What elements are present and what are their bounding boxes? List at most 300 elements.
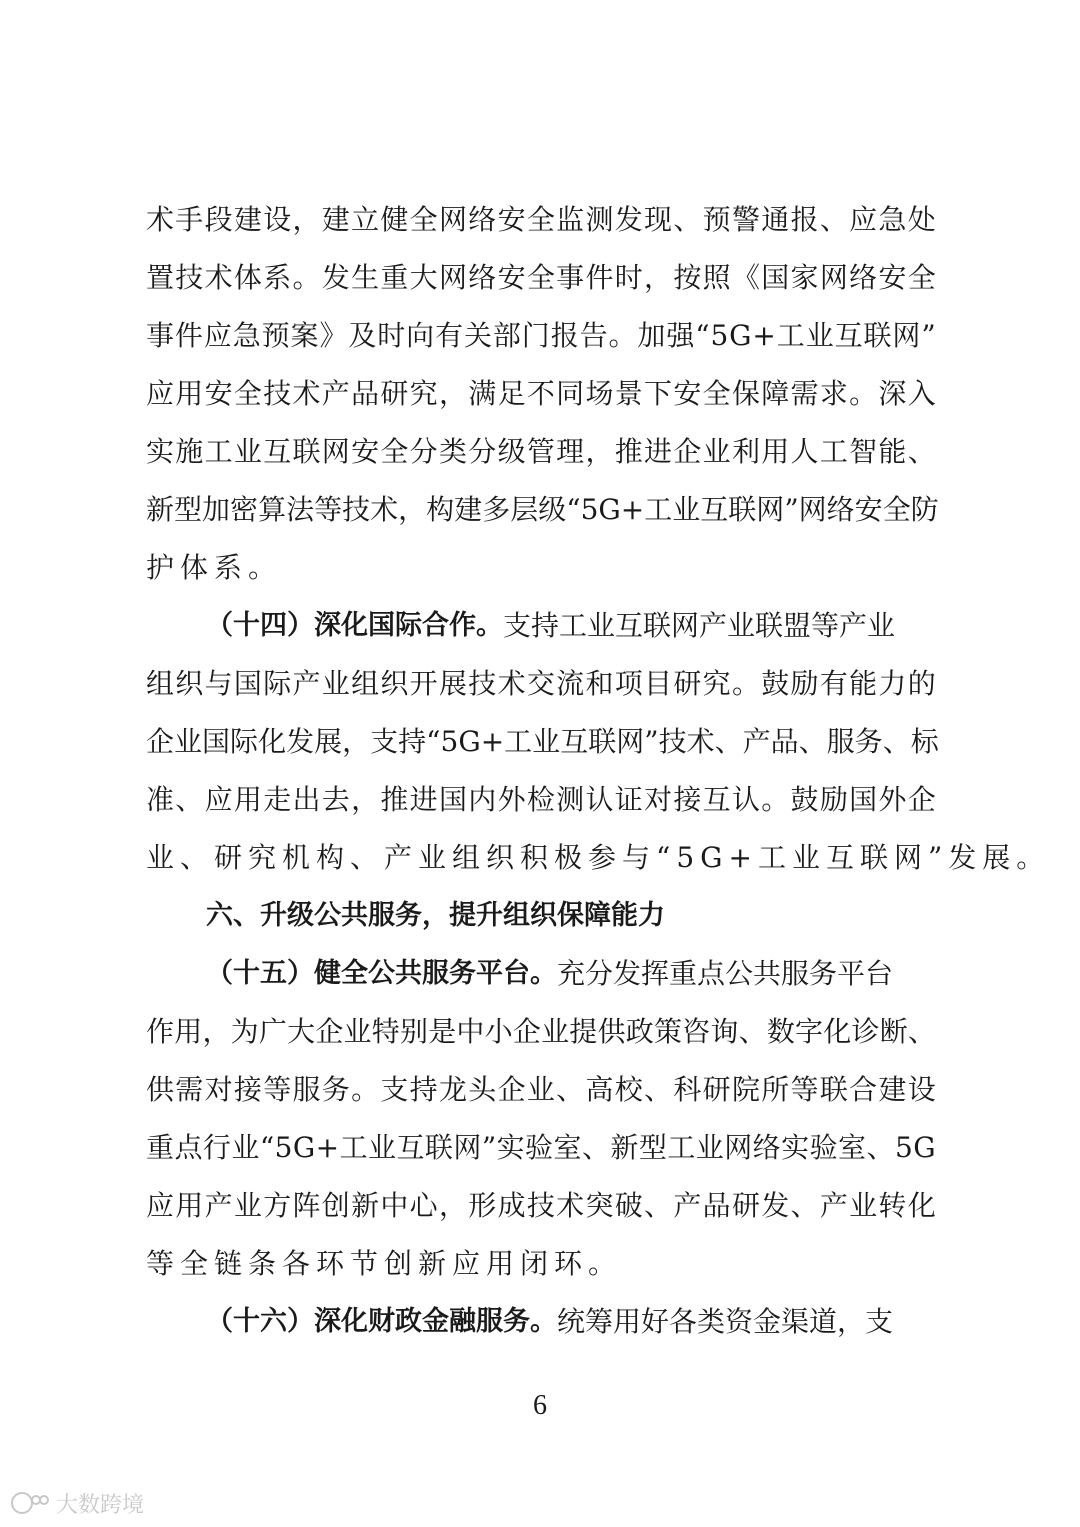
text-char: 时 [614, 261, 643, 294]
text-char: 重 [380, 261, 409, 294]
text-char: 设 [907, 1073, 936, 1106]
text-char: 人 [790, 435, 819, 468]
text-char: 产 [742, 725, 771, 758]
text-char: 设 [263, 203, 292, 236]
text-char: 网 [438, 203, 467, 236]
text-char: 广 [258, 1015, 287, 1048]
text-char: 科 [673, 1073, 702, 1106]
text-char: 建 [454, 493, 483, 526]
text-char: 化 [907, 1189, 936, 1222]
text-char: 全 [907, 261, 936, 294]
section-15-first-line [146, 945, 936, 1003]
text-char: 询 [710, 1015, 739, 1048]
text-char: 实 [146, 435, 175, 468]
text-char: 技 [526, 1189, 555, 1222]
text-char: 织 [380, 667, 409, 700]
text-line: 等全链条各环节创新应用闭环。 [146, 1247, 623, 1280]
text-char: 支 [380, 1073, 409, 1106]
text-char: 点 [174, 1131, 203, 1164]
text-char: 测 [556, 783, 585, 816]
text-char: 置 [146, 261, 175, 294]
text-char: 接 [673, 783, 702, 816]
text-char: 业 [233, 1189, 262, 1222]
text-char: 头 [468, 1073, 497, 1106]
text-char: 。 [292, 261, 321, 294]
text-char: 络 [468, 261, 497, 294]
text-char: 场 [585, 377, 614, 410]
text-char: 联 [863, 319, 892, 352]
text-char: 互 [396, 1131, 425, 1164]
text-char: 所 [761, 1073, 790, 1106]
text-char: 分 [409, 435, 438, 468]
text-char: 关 [463, 319, 492, 352]
text-char: 。 [351, 1073, 380, 1106]
text-char: 务 [854, 725, 883, 758]
text-char: 有 [819, 667, 848, 700]
text-char: 部 [492, 319, 521, 352]
text-char: ” [784, 493, 799, 526]
text-char: 政 [625, 1015, 654, 1048]
text-char: 持 [398, 725, 427, 758]
text-char: 及 [348, 319, 377, 352]
text-char: 服 [292, 1073, 321, 1106]
text-char: ， [644, 261, 673, 294]
text-char: 发 [321, 261, 350, 294]
text-line [146, 1003, 936, 1061]
text-char: 、 [644, 1189, 673, 1222]
text-line [146, 1061, 936, 1119]
text-char: 全 [409, 203, 438, 236]
text-char: 国 [233, 667, 262, 700]
watermark-text: 大数跨境 [56, 1492, 145, 1518]
text-char: 研 [702, 1073, 731, 1106]
text-char: 处 [907, 203, 936, 236]
text-char: ” [644, 725, 659, 758]
text-char: 品 [770, 725, 799, 758]
text-char: 数 [766, 1015, 795, 1048]
text-char: 互 [263, 435, 292, 468]
text-char: 大 [409, 261, 438, 294]
text-char: 型 [174, 493, 203, 526]
text-char: 预 [702, 203, 731, 236]
text-char: 网 [616, 725, 645, 758]
text-char: ， [292, 203, 321, 236]
text-char: 织 [175, 667, 204, 700]
text-char: 技 [342, 493, 371, 526]
text-char: ， [398, 493, 427, 526]
text-char: 下 [644, 377, 673, 410]
text-char: 案 [290, 319, 319, 352]
text-char: 能 [849, 667, 878, 700]
text-char: 5 [274, 1131, 293, 1164]
text-char: 校 [614, 1073, 643, 1106]
text-line [146, 771, 936, 829]
text-char: 用 [175, 1189, 204, 1222]
text-char: 通 [761, 203, 790, 236]
text-char: 络 [826, 493, 855, 526]
text-char: 际 [263, 667, 292, 700]
text-char: 交 [526, 667, 555, 700]
text-char: 按 [673, 261, 702, 294]
text-char: 与 [204, 667, 233, 700]
text-char: 用 [761, 435, 790, 468]
text-char: 流 [556, 667, 585, 700]
text-char: 密 [230, 493, 259, 526]
text-char: 、 [907, 435, 936, 468]
text-line [146, 655, 936, 713]
text-char: 工 [339, 1131, 368, 1164]
text-char: 网 [724, 1131, 753, 1164]
text-char: 足 [497, 377, 526, 410]
text-char: ， [342, 725, 371, 758]
text-char: 企 [907, 783, 936, 816]
text-char: 安 [673, 377, 702, 410]
text-char: 化 [823, 1015, 852, 1048]
text-char: 工 [204, 435, 233, 468]
text-char: 新 [610, 1131, 639, 1164]
text-char: 应 [146, 377, 175, 410]
text-char: 安 [878, 261, 907, 294]
text-char: 产 [819, 1189, 848, 1222]
text-char: 报 [550, 319, 579, 352]
text-char: 需 [790, 377, 819, 410]
text-char: 建 [321, 203, 350, 236]
text-char: 中 [380, 1189, 409, 1222]
text-char: 励 [790, 667, 819, 700]
text-char: 支 [370, 725, 399, 758]
text-char: 术 [292, 377, 321, 410]
text-char: 全 [526, 261, 555, 294]
text-char: 策 [653, 1015, 682, 1048]
text-char: 管 [526, 435, 555, 468]
text-char: 发 [761, 1189, 790, 1222]
text-char: 术 [556, 1189, 585, 1222]
text-char: 建 [233, 203, 262, 236]
text-char: 应 [204, 783, 233, 816]
text-line [146, 481, 939, 539]
text-char: 鼓 [761, 667, 790, 700]
text-char: 网 [438, 261, 467, 294]
text-char: 网 [756, 493, 785, 526]
text-char: 网 [819, 261, 848, 294]
text-char: 报 [790, 203, 819, 236]
text-char: 进 [644, 435, 673, 468]
text-char: 工 [776, 319, 805, 352]
text-char: 和 [585, 667, 614, 700]
text-char: ， [202, 1015, 231, 1048]
section-14-first-line [146, 597, 936, 655]
text-char: 互 [560, 725, 589, 758]
text-char: 全 [702, 377, 731, 410]
page-number: 6 [533, 1390, 547, 1421]
text-char: 认 [585, 783, 614, 816]
text-char: 络 [752, 1131, 781, 1164]
text-char: 求 [819, 377, 848, 410]
text-char: 安 [497, 203, 526, 236]
text-char: 网 [321, 435, 350, 468]
text-char: 《 [731, 261, 760, 294]
text-char: 务 [321, 1073, 350, 1106]
text-char: 成 [497, 1189, 526, 1222]
text-char: 外 [497, 783, 526, 816]
text-char: 国 [761, 261, 790, 294]
text-char: 多 [482, 493, 511, 526]
text-char: 利 [731, 435, 760, 468]
text-char: 联 [588, 725, 617, 758]
section-15-text: 充分发挥重点公共服务平台 [557, 957, 894, 990]
text-char: 互 [834, 319, 863, 352]
text-char: 字 [795, 1015, 824, 1048]
text-char: 术 [370, 493, 399, 526]
text-char: 层 [510, 493, 539, 526]
text-line [146, 365, 936, 423]
text-char: 现 [644, 203, 673, 236]
text-char: 业 [368, 1131, 397, 1164]
text-char: 型 [638, 1131, 667, 1164]
text-char: 国 [438, 783, 467, 816]
text-char: 照 [702, 261, 731, 294]
text-char: 建 [878, 1073, 907, 1106]
text-char: 联 [292, 435, 321, 468]
text-char: 标 [910, 725, 939, 758]
text-char: 、 [175, 783, 204, 816]
text-char: 高 [585, 1073, 614, 1106]
text-char: 业 [849, 1189, 878, 1222]
text-char: 联 [424, 1131, 453, 1164]
text-char: + [480, 725, 505, 758]
text-char: 企 [315, 1015, 344, 1048]
text-char: 保 [731, 377, 760, 410]
text-char: 立 [351, 203, 380, 236]
text-char: 行 [202, 1131, 231, 1164]
text-char: 等 [314, 493, 343, 526]
text-char: 工 [504, 725, 533, 758]
text-char: 测 [585, 203, 614, 236]
text-char: 业 [231, 1131, 260, 1164]
text-char: 企 [673, 435, 702, 468]
text-char: 技 [175, 261, 204, 294]
text-char: 急 [232, 319, 261, 352]
text-char: 法 [286, 493, 315, 526]
text-char: 究 [409, 377, 438, 410]
text-char: 项 [614, 667, 643, 700]
text-char: 组 [146, 667, 175, 700]
section-14-heading: （十四）深化国际合作。 [206, 610, 503, 641]
text-char: 服 [826, 725, 855, 758]
text-char: 景 [614, 377, 643, 410]
text-char: 推 [380, 783, 409, 816]
text-char: 业 [672, 493, 701, 526]
text-char: 应 [146, 1189, 175, 1222]
text-char: 检 [526, 783, 555, 816]
text-char: 防 [910, 493, 939, 526]
text-char: 段 [204, 203, 233, 236]
document-body [146, 191, 1051, 1351]
text-char: “ [695, 319, 710, 352]
text-char: 转 [878, 1189, 907, 1222]
text-char: 工 [819, 435, 848, 468]
text-char: 业 [526, 1073, 555, 1106]
text-char: 等 [263, 1073, 292, 1106]
text-char: 别 [399, 1015, 428, 1048]
text-char: 有 [435, 319, 464, 352]
text-char: 构 [426, 493, 455, 526]
text-char: 用 [174, 1015, 203, 1048]
text-char: G [458, 725, 481, 758]
text-char: 业 [805, 319, 834, 352]
text-char: “ [259, 1131, 275, 1164]
text-char: 去 [321, 783, 350, 816]
text-char: 、 [644, 1073, 673, 1106]
text-char: 鼓 [790, 783, 819, 816]
text-char: 展 [314, 725, 343, 758]
text-char: 、 [907, 1015, 936, 1048]
text-char: 咨 [682, 1015, 711, 1048]
text-char: 研 [731, 1189, 760, 1222]
section-14-text: 支持工业互联网产业联盟等产业 [503, 609, 896, 642]
text-char: 验 [809, 1131, 838, 1164]
text-char: + [752, 319, 776, 352]
text-char: 体 [233, 261, 262, 294]
text-char: 、 [790, 1189, 819, 1222]
text-char: 同 [556, 377, 585, 410]
text-line [146, 249, 936, 307]
text-char: 应 [849, 203, 878, 236]
text-char: 心 [409, 1189, 438, 1222]
text-char: 用 [175, 377, 204, 410]
text-char: 究 [702, 667, 731, 700]
text-char: 证 [614, 783, 643, 816]
text-char: 监 [556, 203, 585, 236]
text-char: 家 [790, 261, 819, 294]
text-char: 突 [585, 1189, 614, 1222]
text-char: 业 [541, 1015, 570, 1048]
section-16-first-line [146, 1293, 936, 1351]
text-char: 健 [380, 203, 409, 236]
text-char: 院 [731, 1073, 760, 1106]
text-char: 业 [695, 1131, 724, 1164]
text-char: 加 [202, 493, 231, 526]
watermark [10, 1488, 144, 1518]
text-char: 系 [263, 261, 292, 294]
text-char: 术 [686, 725, 715, 758]
text-char: 生 [351, 261, 380, 294]
text-char: 障 [761, 377, 790, 410]
text-char: 工 [667, 1131, 696, 1164]
text-char: 技 [468, 667, 497, 700]
text-char: 、 [866, 1131, 895, 1164]
text-char: 5 [710, 319, 729, 352]
sohu-logo-icon [10, 1490, 50, 1516]
text-line [146, 713, 939, 771]
text-char: 重 [146, 1131, 175, 1164]
text-char: 时 [377, 319, 406, 352]
text-char: 业 [321, 667, 350, 700]
text-char: 、 [798, 725, 827, 758]
text-char: 5 [894, 1131, 913, 1164]
section-16-heading: （十六）深化财政金融服务。 [206, 1306, 557, 1337]
text-char: 实 [781, 1131, 810, 1164]
text-char: 类 [438, 435, 467, 468]
text-char: 阵 [292, 1189, 321, 1222]
text-char: 业 [702, 435, 731, 468]
text-char: ， [438, 377, 467, 410]
text-char: 展 [438, 667, 467, 700]
text-char: 联 [728, 493, 757, 526]
text-char: 特 [371, 1015, 400, 1048]
text-char: 、 [882, 725, 911, 758]
text-char: 工 [644, 493, 673, 526]
section-16-text: 统筹用好各类资金渠道，支 [557, 1305, 894, 1338]
text-char: 手 [175, 203, 204, 236]
text-char: 件 [585, 261, 614, 294]
text-char: G [729, 319, 752, 352]
text-char: 、 [581, 1131, 610, 1164]
text-char: 供 [146, 1073, 175, 1106]
text-char: ” [481, 1131, 497, 1164]
text-char: 向 [406, 319, 435, 352]
text-char: 全 [526, 203, 555, 236]
text-char: 进 [409, 783, 438, 816]
text-char: 业 [532, 725, 561, 758]
text-char: 件 [174, 319, 203, 352]
text-char: 告 [579, 319, 608, 352]
text-char: 小 [484, 1015, 513, 1048]
text-char: 验 [525, 1131, 554, 1164]
text-char: 诊 [851, 1015, 880, 1048]
text-char: 、 [714, 725, 743, 758]
text-char: 业 [343, 1015, 372, 1048]
text-char: 品 [351, 377, 380, 410]
text-char: 发 [614, 203, 643, 236]
text-char: 全 [233, 377, 262, 410]
text-char: 。 [761, 783, 790, 816]
text-char: 门 [521, 319, 550, 352]
text-char: 国 [202, 725, 231, 758]
text-char: 际 [230, 725, 259, 758]
text-char: 技 [263, 377, 292, 410]
text-char: 不 [526, 377, 555, 410]
text-char: 准 [146, 783, 175, 816]
text-char: 理 [556, 435, 585, 468]
text-char: 为 [230, 1015, 259, 1048]
text-char: ， [351, 783, 380, 816]
text-char: 术 [146, 203, 175, 236]
text-char: 5 [440, 725, 459, 758]
text-char: 业 [233, 435, 262, 468]
text-char: 术 [204, 261, 233, 294]
text-char: 急 [878, 203, 907, 236]
text-char: 推 [614, 435, 643, 468]
text-char: 。 [731, 667, 760, 700]
text-char: 新 [146, 493, 175, 526]
text-char: 络 [849, 261, 878, 294]
text-char: 作 [146, 1015, 175, 1048]
text-char: 新 [351, 1189, 380, 1222]
text-char: 网 [453, 1131, 482, 1164]
text-char: 安 [204, 377, 233, 410]
text-char: 的 [907, 667, 936, 700]
text-char: 发 [286, 725, 315, 758]
text-char: 研 [380, 377, 409, 410]
text-char: G [292, 1131, 316, 1164]
text-char: 警 [731, 203, 760, 236]
text-char: 业 [174, 725, 203, 758]
text-char: 事 [556, 261, 585, 294]
text-char: 。 [608, 319, 637, 352]
text-char: 是 [428, 1015, 457, 1048]
text-char: 全 [882, 493, 911, 526]
